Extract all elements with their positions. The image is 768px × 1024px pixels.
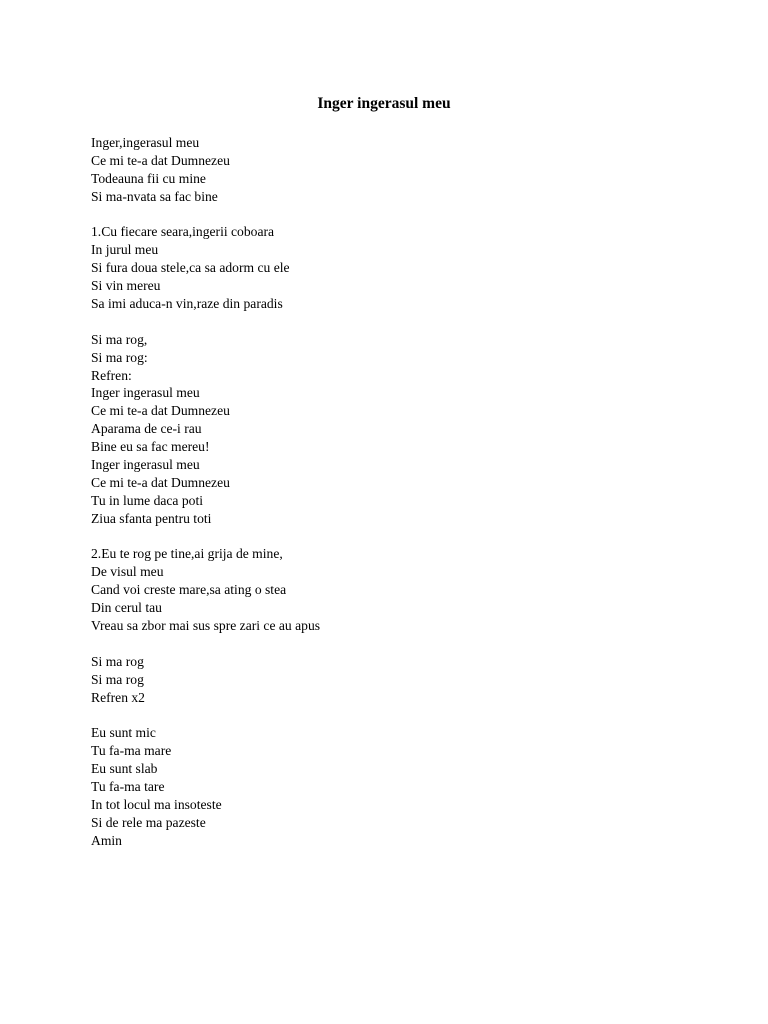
lyric-line: Tu fa-ma mare [91, 743, 172, 759]
lyric-line: Vreau sa zbor mai sus spre zari ce au apus [91, 618, 321, 634]
lyric-line: Amin [91, 832, 122, 848]
lyric-line: Ce mi te-a dat Dumnezeu [91, 152, 230, 168]
lyric-line: Si vin mereu [91, 278, 161, 294]
lyric-line: Din cerul tau [91, 600, 162, 616]
lyric-line: Eu sunt mic [91, 725, 156, 741]
lyric-line: Si ma rog [91, 671, 144, 687]
lyric-line: Ziua sfanta pentru toti [91, 510, 212, 526]
lyrics-body [91, 134, 691, 850]
lyric-line: Si ma rog [91, 653, 144, 669]
blank-line [91, 206, 691, 224]
lyric-line: Refren: [91, 367, 132, 383]
lyric-line: Ce mi te-a dat Dumnezeu [91, 403, 230, 419]
lyric-line: Si ma rog, [91, 331, 148, 347]
lyric-line: 1.Cu fiecare seara,ingerii coboara [91, 224, 275, 240]
lyric-line: Inger,ingerasul meu [91, 135, 200, 150]
lyric-line: Inger ingerasul meu [91, 385, 200, 401]
lyric-line: Tu in lume daca poti [91, 492, 204, 508]
lyric-line: Si de rele ma pazeste [91, 814, 206, 830]
lyric-line: Si ma rog: [91, 349, 148, 365]
lyric-line: Todeauna fii cu mine [91, 170, 206, 186]
lyric-line: Refren x2 [91, 689, 145, 705]
blank-line [91, 635, 691, 653]
document-title: Inger ingerasul meu [317, 95, 451, 112]
blank-line [91, 313, 691, 331]
lyric-line: Si ma-nvata sa fac bine [91, 188, 218, 204]
lyric-line: Cand voi creste mare,sa ating o stea [91, 582, 287, 598]
lyric-line: Si fura doua stele,ca sa adorm cu ele [91, 260, 290, 276]
lyric-line: Inger ingerasul meu [91, 457, 200, 473]
lyric-line: Tu fa-ma tare [91, 779, 165, 795]
lyric-line: 2.Eu te rog pe tine,ai grija de mine, [91, 546, 283, 562]
blank-line [91, 707, 691, 725]
lyric-line: Sa imi aduca-n vin,raze din paradis [91, 296, 283, 312]
lyric-line: Eu sunt slab [91, 761, 158, 777]
lyric-line: In tot locul ma insoteste [91, 796, 222, 812]
blank-line [91, 528, 691, 546]
lyric-line: In jurul meu [91, 242, 159, 258]
lyric-line: Ce mi te-a dat Dumnezeu [91, 474, 230, 490]
lyric-line: Bine eu sa fac mereu! [91, 439, 210, 455]
lyric-line: De visul meu [91, 564, 164, 580]
lyric-line: Aparama de ce-i rau [91, 421, 202, 437]
